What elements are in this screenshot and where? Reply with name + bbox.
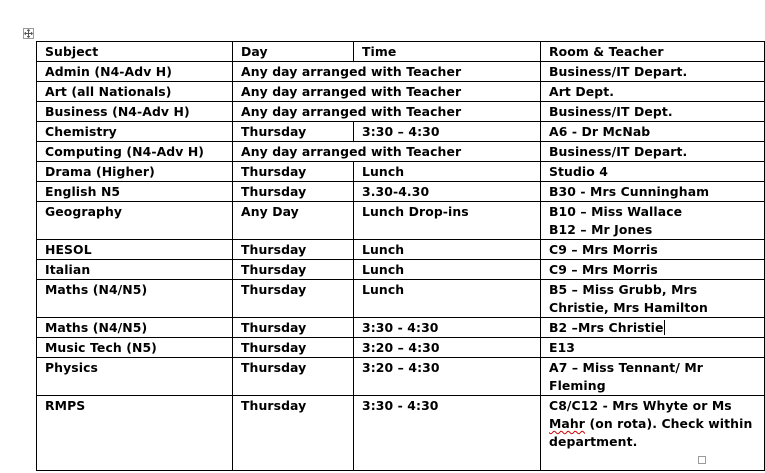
cell-room-teacher[interactable]: Art Dept. xyxy=(541,82,765,102)
cell-room-teacher[interactable]: B5 – Miss Grubb, Mrs Christie, Mrs Hamilton xyxy=(541,280,765,318)
cell-room-teacher[interactable]: E13 xyxy=(541,338,765,358)
cell-room-teacher[interactable]: B30 - Mrs Cunningham xyxy=(541,182,765,202)
cell-time[interactable]: 3.30-4.30 xyxy=(354,182,541,202)
room-text: C8/C12 - Mrs Whyte or Ms xyxy=(549,398,732,413)
cell-subject[interactable]: Admin (N4-Adv H) xyxy=(37,62,233,82)
cell-day[interactable]: Thursday xyxy=(233,338,354,358)
table-row xyxy=(37,62,765,82)
cell-room-teacher[interactable] xyxy=(541,202,765,240)
header-room-teacher[interactable]: Room & Teacher xyxy=(541,42,765,62)
cell-subject[interactable]: English N5 xyxy=(37,182,233,202)
cell-room-teacher[interactable] xyxy=(541,396,765,471)
cell-subject[interactable]: Art (all Nationals) xyxy=(37,82,233,102)
room-line: B10 – Miss Wallace xyxy=(549,204,683,219)
cell-time[interactable]: Lunch Drop-ins xyxy=(354,202,541,240)
cell-day[interactable]: Any Day xyxy=(233,202,354,240)
cell-subject[interactable]: Geography xyxy=(37,202,233,240)
cell-day-time[interactable]: Any day arranged with Teacher xyxy=(233,82,541,102)
cell-time[interactable]: 3:20 – 4:30 xyxy=(354,358,541,396)
header-subject[interactable]: Subject xyxy=(37,42,233,62)
study-support-table xyxy=(36,41,765,471)
cell-room-teacher[interactable]: A7 – Miss Tennant/ Mr Fleming xyxy=(541,358,765,396)
cell-room-teacher[interactable]: Business/IT Depart. xyxy=(541,62,765,82)
cell-subject[interactable]: Maths (N4/N5) xyxy=(37,318,233,338)
table-header-row xyxy=(37,42,765,62)
cell-day[interactable]: Thursday xyxy=(233,260,354,280)
cell-day-time[interactable]: Any day arranged with Teacher xyxy=(233,102,541,122)
table-row xyxy=(37,280,765,318)
room-line: B12 – Mr Jones xyxy=(549,222,653,237)
cell-subject[interactable]: Computing (N4-Adv H) xyxy=(37,142,233,162)
table-row xyxy=(37,358,765,396)
table-resize-handle[interactable] xyxy=(698,456,706,464)
cell-subject[interactable]: Music Tech (N5) xyxy=(37,338,233,358)
room-text-with-cursor: B2 –Mrs Christie xyxy=(549,320,664,335)
header-time[interactable]: Time xyxy=(354,42,541,62)
cell-time[interactable]: 3:20 – 4:30 xyxy=(354,338,541,358)
table-row xyxy=(37,338,765,358)
table-row xyxy=(37,202,765,240)
cell-time[interactable]: Lunch xyxy=(354,240,541,260)
header-day[interactable]: Day xyxy=(233,42,354,62)
cell-day[interactable]: Thursday xyxy=(233,122,354,142)
cell-room-teacher[interactable]: Business/IT Dept. xyxy=(541,102,765,122)
table-row xyxy=(37,122,765,142)
cell-time[interactable]: 3:30 – 4:30 xyxy=(354,122,541,142)
cell-subject[interactable]: Physics xyxy=(37,358,233,396)
cell-time[interactable]: Lunch xyxy=(354,260,541,280)
cell-room-teacher[interactable]: Studio 4 xyxy=(541,162,765,182)
table-row xyxy=(37,396,765,471)
table-row xyxy=(37,318,765,338)
cell-day[interactable]: Thursday xyxy=(233,240,354,260)
cell-subject[interactable]: HESOL xyxy=(37,240,233,260)
cell-time[interactable]: 3:30 - 4:30 xyxy=(354,396,541,471)
table-row xyxy=(37,260,765,280)
cell-time[interactable]: 3:30 - 4:30 xyxy=(354,318,541,338)
cell-time[interactable]: Lunch xyxy=(354,162,541,182)
cell-day[interactable]: Thursday xyxy=(233,182,354,202)
table-row xyxy=(37,102,765,122)
table-row xyxy=(37,240,765,260)
cell-subject[interactable]: Drama (Higher) xyxy=(37,162,233,182)
cell-subject[interactable]: Business (N4-Adv H) xyxy=(37,102,233,122)
cell-day[interactable]: Thursday xyxy=(233,280,354,318)
cell-day[interactable]: Thursday xyxy=(233,396,354,471)
cell-day-time[interactable]: Any day arranged with Teacher xyxy=(233,62,541,82)
cell-day[interactable]: Thursday xyxy=(233,318,354,338)
table-row xyxy=(37,162,765,182)
cell-day[interactable]: Thursday xyxy=(233,162,354,182)
cell-room-teacher[interactable]: A6 - Dr McNab xyxy=(541,122,765,142)
cell-room-teacher[interactable]: C9 – Mrs Morris xyxy=(541,260,765,280)
cell-time[interactable]: Lunch xyxy=(354,280,541,318)
table-row xyxy=(37,82,765,102)
cell-subject[interactable]: Chemistry xyxy=(37,122,233,142)
cell-room-teacher[interactable] xyxy=(541,318,765,338)
cell-subject[interactable]: RMPS xyxy=(37,396,233,471)
spelling-error-word[interactable]: Mahr xyxy=(549,416,586,431)
cell-day-time[interactable]: Any day arranged with Teacher xyxy=(233,142,541,162)
cell-subject[interactable]: Italian xyxy=(37,260,233,280)
table-row xyxy=(37,182,765,202)
cell-room-teacher[interactable]: C9 – Mrs Morris xyxy=(541,240,765,260)
cell-subject[interactable]: Maths (N4/N5) xyxy=(37,280,233,318)
room-text: (on rota). Check within department. xyxy=(549,416,753,449)
cell-day[interactable]: Thursday xyxy=(233,358,354,396)
move-arrows-icon xyxy=(24,29,33,38)
table-move-handle[interactable] xyxy=(23,28,34,39)
cell-room-teacher[interactable]: Business/IT Depart. xyxy=(541,142,765,162)
table-row xyxy=(37,142,765,162)
